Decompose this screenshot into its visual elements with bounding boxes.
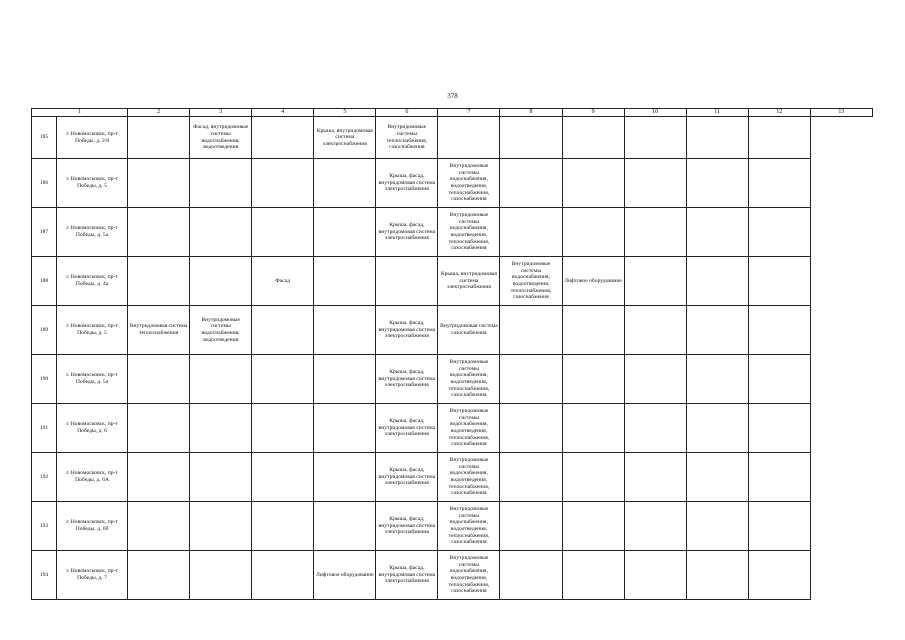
work-cell-c3 bbox=[128, 551, 190, 600]
work-cell-c4 bbox=[190, 355, 252, 404]
work-cell-c4 bbox=[190, 257, 252, 306]
work-cell-c5 bbox=[252, 208, 314, 257]
row-number: 189 bbox=[32, 306, 57, 355]
work-cell-c10 bbox=[562, 404, 624, 453]
column-number-row bbox=[32, 109, 873, 117]
table-row bbox=[32, 208, 873, 257]
work-cell-c8: Крыша, внутридомовая система электроснабжения bbox=[438, 257, 500, 306]
work-cell-c6 bbox=[314, 355, 376, 404]
work-cell-c5 bbox=[252, 159, 314, 208]
work-cell-c3 bbox=[128, 453, 190, 502]
table-row bbox=[32, 257, 873, 306]
work-cell-c5 bbox=[252, 453, 314, 502]
work-cell-c11 bbox=[624, 208, 686, 257]
work-cell-c10 bbox=[562, 159, 624, 208]
work-cell-c5 bbox=[252, 355, 314, 404]
work-cell-c3 bbox=[128, 355, 190, 404]
column-header: 12 bbox=[748, 109, 810, 117]
work-cell-c11 bbox=[624, 453, 686, 502]
work-cell-c8: Внутридомовые системы водоснабжения, водоотведения, теплоснабжения, газоснабжения bbox=[438, 208, 500, 257]
column-header: 2 bbox=[128, 109, 190, 117]
work-cell-c3: Внутридомовая система теплоснабжения bbox=[128, 306, 190, 355]
work-cell-c12 bbox=[686, 453, 748, 502]
address-cell: г. Новомосковск, пр-т Победы, д. 2/8 bbox=[57, 117, 128, 159]
address-cell: г. Новомосковск, пр-т Победы, д. 6б bbox=[57, 502, 128, 551]
column-header: 7 bbox=[438, 109, 500, 117]
work-cell-c7: Крыша, фасад, внутридомовая система электроснабжения bbox=[376, 404, 438, 453]
work-cell-c8 bbox=[438, 117, 500, 159]
column-header: 10 bbox=[624, 109, 686, 117]
work-cell-c13 bbox=[748, 404, 810, 453]
work-cell-c13 bbox=[748, 355, 810, 404]
work-cell-c10 bbox=[562, 208, 624, 257]
work-cell-c13 bbox=[748, 257, 810, 306]
table-row bbox=[32, 355, 873, 404]
work-cell-c3 bbox=[128, 404, 190, 453]
address-cell: г. Новомосковск, пр-т Победы, д. 7 bbox=[57, 551, 128, 600]
work-cell-c13 bbox=[748, 208, 810, 257]
row-number: 190 bbox=[32, 355, 57, 404]
column-header: 9 bbox=[562, 109, 624, 117]
table-row bbox=[32, 551, 873, 600]
work-cell-c6: Лифтовое оборудование bbox=[314, 551, 376, 600]
page-number: 378 bbox=[447, 92, 458, 100]
table-row bbox=[32, 502, 873, 551]
work-cell-c12 bbox=[686, 306, 748, 355]
work-cell-c6: Крыша, внутридомовая система электроснабжения bbox=[314, 117, 376, 159]
row-number: 191 bbox=[32, 404, 57, 453]
work-cell-c9 bbox=[500, 159, 562, 208]
work-cell-c5 bbox=[252, 502, 314, 551]
column-header: 13 bbox=[810, 109, 872, 117]
work-cell-c8: Внутридомовые системы водоснабжения, водоотведения, теплоснабжения, газоснабжения bbox=[438, 159, 500, 208]
work-cell-c12 bbox=[686, 355, 748, 404]
column-header: 8 bbox=[500, 109, 562, 117]
work-cell-c11 bbox=[624, 355, 686, 404]
work-cell-c7: Внутридомовые системы теплоснабжения, газоснабжения bbox=[376, 117, 438, 159]
work-cell-c3 bbox=[128, 502, 190, 551]
work-cell-c10: Лифтовое оборудование bbox=[562, 257, 624, 306]
work-cell-c11 bbox=[624, 551, 686, 600]
work-cell-c11 bbox=[624, 257, 686, 306]
column-header: 1 bbox=[32, 109, 128, 117]
work-cell-c5 bbox=[252, 404, 314, 453]
work-cell-c5 bbox=[252, 551, 314, 600]
row-number: 188 bbox=[32, 257, 57, 306]
work-cell-c11 bbox=[624, 404, 686, 453]
work-cell-c9 bbox=[500, 453, 562, 502]
work-cell-c7: Крыша, фасад, внутридомовая система электроснабжения bbox=[376, 453, 438, 502]
address-cell: г. Новомосковск, пр-т Победы, д. 5 bbox=[57, 306, 128, 355]
address-cell: г. Новомосковск, пр-т Победы, д. 5а bbox=[57, 208, 128, 257]
work-cell-c10 bbox=[562, 355, 624, 404]
work-cell-c9 bbox=[500, 117, 562, 159]
work-cell-c13 bbox=[748, 306, 810, 355]
row-number: 194 bbox=[32, 551, 57, 600]
work-cell-c8: Внутридомовые системы водоснабжения, водоотведения, теплоснабжения, газоснабжения bbox=[438, 355, 500, 404]
work-cell-c9: Внутридомовые системы водоснабжения, водоотведения, теплоснабжения, газоснабжения bbox=[500, 257, 562, 306]
column-header: 6 bbox=[376, 109, 438, 117]
work-cell-c13 bbox=[748, 117, 810, 159]
work-cell-c4: Внутридомовые системы водоснабжения, водоотведения bbox=[190, 306, 252, 355]
work-cell-c8: Внутридомовые системы водоснабжения, водоотведения, теплоснабжения, газоснабжения bbox=[438, 404, 500, 453]
work-cell-c6 bbox=[314, 257, 376, 306]
work-cell-c4 bbox=[190, 453, 252, 502]
table-row bbox=[32, 306, 873, 355]
column-header: 5 bbox=[314, 109, 376, 117]
work-cell-c6 bbox=[314, 502, 376, 551]
work-cell-c5 bbox=[252, 117, 314, 159]
work-cell-c6 bbox=[314, 404, 376, 453]
work-cell-c9 bbox=[500, 306, 562, 355]
work-cell-c5 bbox=[252, 306, 314, 355]
work-cell-c7: Крыша, фасад, внутридомовая система электроснабжения bbox=[376, 306, 438, 355]
work-cell-c11 bbox=[624, 159, 686, 208]
work-cell-c10 bbox=[562, 306, 624, 355]
work-cell-c7: Крыша, фасад, внутридомовая система электроснабжения bbox=[376, 355, 438, 404]
work-cell-c3 bbox=[128, 117, 190, 159]
work-cell-c4 bbox=[190, 159, 252, 208]
work-cell-c9 bbox=[500, 502, 562, 551]
work-cell-c13 bbox=[748, 551, 810, 600]
work-cell-c10 bbox=[562, 453, 624, 502]
address-cell: г. Новомосковск, пр-т Победы, д. 6А bbox=[57, 453, 128, 502]
work-cell-c6 bbox=[314, 453, 376, 502]
work-cell-c9 bbox=[500, 404, 562, 453]
table-body bbox=[32, 117, 873, 600]
work-cell-c4 bbox=[190, 551, 252, 600]
work-cell-c12 bbox=[686, 117, 748, 159]
work-cell-c12 bbox=[686, 502, 748, 551]
work-cell-c7 bbox=[376, 257, 438, 306]
work-cell-c6 bbox=[314, 159, 376, 208]
work-cell-c10 bbox=[562, 502, 624, 551]
address-cell: г. Новомосковск, пр-т Победы, д. 5 bbox=[57, 159, 128, 208]
work-cell-c5: Фасад bbox=[252, 257, 314, 306]
work-cell-c12 bbox=[686, 159, 748, 208]
work-cell-c3 bbox=[128, 159, 190, 208]
work-cell-c9 bbox=[500, 551, 562, 600]
work-cell-c12 bbox=[686, 257, 748, 306]
work-cell-c7: Крыша, фасад, внутридомовая система электроснабжения bbox=[376, 159, 438, 208]
work-cell-c6 bbox=[314, 306, 376, 355]
column-header: 4 bbox=[252, 109, 314, 117]
row-number: 186 bbox=[32, 159, 57, 208]
work-cell-c10 bbox=[562, 117, 624, 159]
work-cell-c11 bbox=[624, 502, 686, 551]
work-cell-c9 bbox=[500, 208, 562, 257]
repair-schedule-table bbox=[31, 108, 873, 600]
work-cell-c8: Внутридомовая система газоснабжения bbox=[438, 306, 500, 355]
table-row bbox=[32, 117, 873, 159]
work-cell-c13 bbox=[748, 453, 810, 502]
work-cell-c7: Крыша, фасад, внутридомовая система электроснабжения bbox=[376, 551, 438, 600]
work-cell-c11 bbox=[624, 306, 686, 355]
table-row bbox=[32, 404, 873, 453]
column-header: 3 bbox=[190, 109, 252, 117]
work-cell-c11 bbox=[624, 117, 686, 159]
table-row bbox=[32, 453, 873, 502]
address-cell: г. Новомосковск, пр-т Победы, д. 4а bbox=[57, 257, 128, 306]
work-cell-c7: Крыша, фасад, внутридомовая система электроснабжения bbox=[376, 502, 438, 551]
column-header: 11 bbox=[686, 109, 748, 117]
work-cell-c4 bbox=[190, 502, 252, 551]
work-cell-c8: Внутридомовые системы водоснабжения, водоотведения, теплоснабжения, газоснабжения bbox=[438, 551, 500, 600]
work-cell-c12 bbox=[686, 404, 748, 453]
work-cell-c4 bbox=[190, 404, 252, 453]
work-cell-c9 bbox=[500, 355, 562, 404]
row-number: 192 bbox=[32, 453, 57, 502]
work-cell-c6 bbox=[314, 208, 376, 257]
work-cell-c13 bbox=[748, 502, 810, 551]
row-number: 185 bbox=[32, 117, 57, 159]
work-cell-c4: Фасад, внутридомовые системы водоснабжения, водоотведения bbox=[190, 117, 252, 159]
work-cell-c12 bbox=[686, 208, 748, 257]
work-cell-c7: Крыша, фасад, внутридомовая система электроснабжения bbox=[376, 208, 438, 257]
work-cell-c10 bbox=[562, 551, 624, 600]
work-cell-c3 bbox=[128, 208, 190, 257]
work-cell-c4 bbox=[190, 208, 252, 257]
work-cell-c12 bbox=[686, 551, 748, 600]
work-cell-c3 bbox=[128, 257, 190, 306]
work-cell-c8: Внутридомовые системы водоснабжения, водоотведения, теплоснабжения, газоснабжения bbox=[438, 453, 500, 502]
address-cell: г. Новомосковск, пр-т Победы, д. 5а bbox=[57, 355, 128, 404]
work-cell-c8: Внутридомовые системы водоснабжения, водоотведения, теплоснабжения, газоснабжения bbox=[438, 502, 500, 551]
work-cell-c13 bbox=[748, 159, 810, 208]
row-number: 193 bbox=[32, 502, 57, 551]
table-row bbox=[32, 159, 873, 208]
row-number: 187 bbox=[32, 208, 57, 257]
address-cell: г. Новомосковск, пр-т Победы, д. 6 bbox=[57, 404, 128, 453]
